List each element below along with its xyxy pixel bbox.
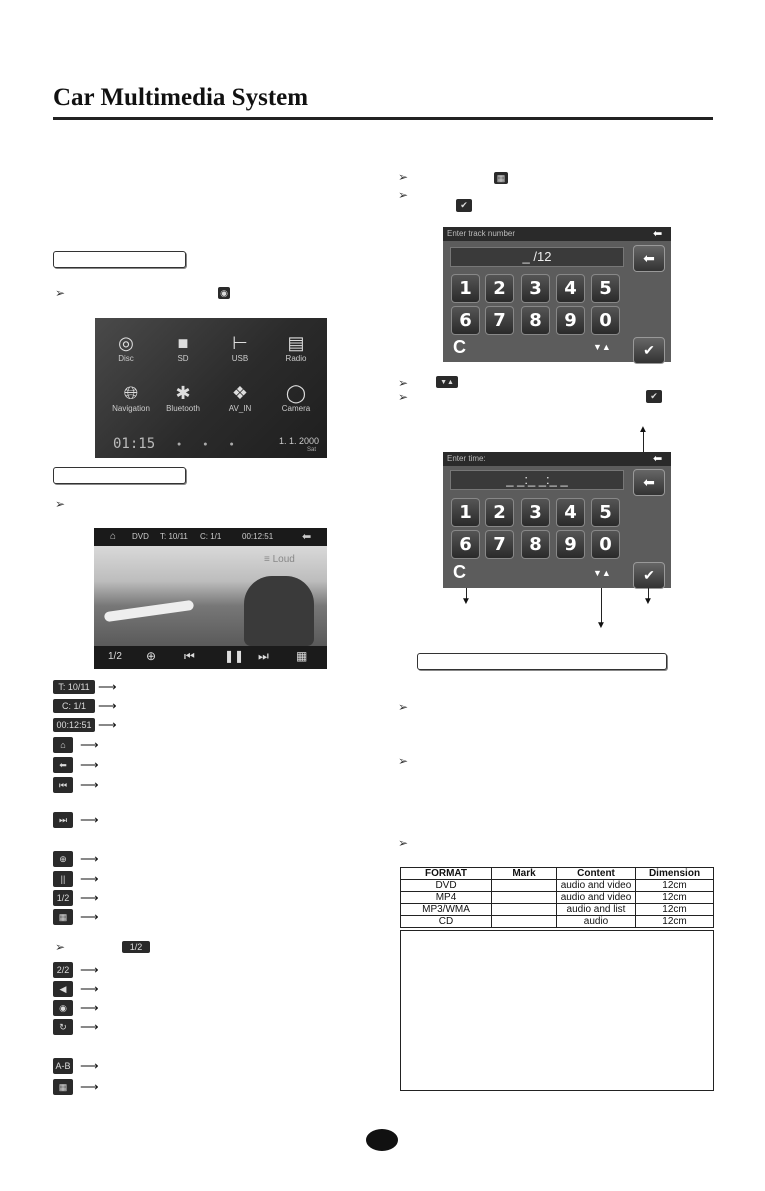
key-0[interactable]: 0 <box>591 306 620 335</box>
legend-arrow: ⟶ <box>80 757 99 772</box>
key-3[interactable]: 3 <box>521 274 550 303</box>
callout-arrowhead: ▼ <box>596 620 606 631</box>
key-1[interactable]: 1 <box>451 274 480 303</box>
key-2[interactable]: 2 <box>485 274 514 303</box>
av-in-icon: ❖ AV_IN <box>228 383 252 413</box>
callout-arrowhead: ▲ <box>638 424 648 435</box>
section-label-box-2 <box>53 467 186 484</box>
key-1[interactable]: 1 <box>451 498 480 527</box>
legend-audio-icon: ◀ <box>53 981 73 997</box>
section-label-box-3 <box>417 653 667 670</box>
video-frame <box>94 546 327 646</box>
key-3[interactable]: 3 <box>521 498 550 527</box>
title-rule <box>53 117 713 120</box>
header-content: Content <box>557 868 636 880</box>
bullet-marker: ➢ <box>398 188 409 202</box>
callout-line <box>601 588 602 624</box>
legend-arrow: ⟶ <box>80 812 99 827</box>
bullet-marker: ➢ <box>398 836 409 850</box>
back-arrow-icon: ⬅ <box>653 453 663 465</box>
legend-arrow: ⟶ <box>80 1019 99 1034</box>
key-6[interactable]: 6 <box>451 306 480 335</box>
time-display: _ _:_ _:_ _ <box>450 470 624 490</box>
key-8[interactable]: 8 <box>521 530 550 559</box>
radio-icon: ▤ Radio <box>285 333 307 363</box>
back-arrow-icon: ⬅ <box>302 531 312 543</box>
legend-page2-icon: 2/2 <box>53 962 73 978</box>
legend-page-icon: 1/2 <box>53 890 73 906</box>
home-button-icon: ◉ <box>218 287 230 299</box>
home-day: Sat <box>307 447 317 453</box>
bluetooth-icon: ✱ Bluetooth <box>166 383 200 413</box>
home-status-dots: ●●● <box>177 441 256 448</box>
legend-time-icon: 00:12:51 <box>53 718 95 732</box>
up-down-icon[interactable]: ▼▲ <box>593 568 611 578</box>
dvd-chapter: C: 1/1 <box>200 532 222 541</box>
keypad-header: Enter time: ⬅ <box>443 452 671 466</box>
header-format: FORMAT <box>401 868 492 880</box>
disc-icon: ◎ Disc <box>118 333 134 363</box>
table-row: CD audio 12cm <box>401 916 714 928</box>
legend-arrow: ⟶ <box>80 962 99 977</box>
legend-arrow: ⟶ <box>80 1058 99 1073</box>
legend-arrow: ⟶ <box>80 851 99 866</box>
legend-back-icon: ⬅ <box>53 757 73 773</box>
table-notes-box <box>400 930 714 1091</box>
legend-previous-icon: ⏮︎ <box>53 777 73 793</box>
home-date: 1. 1. 2000 <box>279 436 320 446</box>
format-table <box>400 867 714 928</box>
key-9[interactable]: 9 <box>556 530 585 559</box>
legend-arrow: ⟶ <box>80 777 99 792</box>
key-5[interactable]: 5 <box>591 498 620 527</box>
bullet-marker: ➢ <box>398 700 409 714</box>
bullet-marker: ➢ <box>398 390 409 404</box>
legend-arrow: ⟶ <box>80 737 99 752</box>
legend-home-icon: ⌂ <box>53 737 73 753</box>
zoom-icon: ⊕ <box>146 649 157 663</box>
next-icon: ⏭︎ <box>258 649 269 663</box>
dvd-track: T: 10/11 <box>160 532 188 541</box>
confirm-button[interactable]: ✔ <box>633 337 665 364</box>
table-row: DVD audio and video 12cm <box>401 880 714 892</box>
legend-arrow: ⟶ <box>98 698 117 713</box>
legend-arrow: ⟶ <box>98 717 117 732</box>
dvd-control-bar <box>94 646 327 669</box>
legend-repeat-icon: ↻ <box>53 1019 73 1035</box>
legend-pause-icon: || <box>53 871 73 887</box>
key-6[interactable]: 6 <box>451 530 480 559</box>
previous-icon: ⏮︎ <box>184 649 195 663</box>
track-number-keypad <box>443 227 671 362</box>
callout-arrowhead: ▼ <box>461 596 471 607</box>
dvd-time: 00:12:51 <box>242 532 274 541</box>
time-keypad <box>443 452 671 588</box>
bullet-marker: ➢ <box>55 286 66 300</box>
menu-grid-icon: ▦ <box>296 649 308 663</box>
table-row: MP3/WMA audio and list 12cm <box>401 904 714 916</box>
home-clock: 01:15 <box>113 436 156 452</box>
bullet-marker: ➢ <box>55 497 66 511</box>
key-8[interactable]: 8 <box>521 306 550 335</box>
key-4[interactable]: 4 <box>556 498 585 527</box>
legend-menu-icon: ▦ <box>53 909 73 925</box>
legend-chapter-icon: C: 1/1 <box>53 699 95 713</box>
key-5[interactable]: 5 <box>591 274 620 303</box>
legend-arrow: ⟶ <box>80 909 99 924</box>
keypad-icon: ▦ <box>494 172 508 184</box>
legend-arrow: ⟶ <box>80 1079 99 1094</box>
back-arrow-icon: ⬅ <box>653 228 663 240</box>
page-badge-icon: 1/2 <box>122 941 150 953</box>
up-down-icon: ▼▲ <box>436 376 458 388</box>
bullet-marker: ➢ <box>398 376 409 390</box>
legend-arrow: ⟶ <box>98 679 117 694</box>
clear-button[interactable]: C <box>453 337 466 357</box>
up-down-icon[interactable]: ▼▲ <box>593 342 611 352</box>
dvd-source: DVD <box>132 532 149 541</box>
legend-subtitle-icon: ◉ <box>53 1000 73 1016</box>
legend-arrow: ⟶ <box>80 871 99 886</box>
table-row: MP4 audio and video 12cm <box>401 892 714 904</box>
key-7[interactable]: 7 <box>485 306 514 335</box>
legend-track-icon: T: 10/11 <box>53 680 95 694</box>
legend-arrow: ⟶ <box>80 1000 99 1015</box>
backspace-button[interactable]: ⬅ <box>633 469 665 496</box>
track-display: _ /12 <box>450 247 624 267</box>
snow-patch <box>104 600 195 622</box>
page-title: Car Multimedia System <box>53 84 309 111</box>
pause-icon: ❚❚ <box>224 649 245 663</box>
backspace-button[interactable]: ⬅ <box>633 245 665 272</box>
key-9[interactable]: 9 <box>556 306 585 335</box>
header-mark: Mark <box>492 868 557 880</box>
confirm-icon: ✔ <box>646 390 662 403</box>
legend-zoom-icon: ⊕ <box>53 851 73 867</box>
usb-icon: ⊢ USB <box>231 333 249 363</box>
page-toggle: 1/2 <box>108 651 122 662</box>
clear-button[interactable]: C <box>453 562 466 582</box>
header-dimension: Dimension <box>636 868 714 880</box>
legend-arrow: ⟶ <box>80 890 99 905</box>
globe-icon: 🌐︎ Navigation <box>112 383 150 413</box>
home-screen-image <box>95 318 327 458</box>
key-0[interactable]: 0 <box>591 530 620 559</box>
goto-icon: ✔ <box>456 199 472 212</box>
dvd-top-bar <box>94 528 327 546</box>
loud-indicator: ≡ Loud <box>264 554 295 565</box>
legend-keypad-icon: ▦ <box>53 1079 73 1095</box>
legend-next-icon: ⏭︎ <box>53 812 73 828</box>
key-7[interactable]: 7 <box>485 530 514 559</box>
key-4[interactable]: 4 <box>556 274 585 303</box>
confirm-button[interactable]: ✔ <box>633 562 665 589</box>
table-header-row <box>401 868 714 880</box>
page-number-badge <box>366 1129 398 1151</box>
legend-ab-repeat-icon: A-B <box>53 1058 73 1074</box>
key-2[interactable]: 2 <box>485 498 514 527</box>
callout-arrowhead: ▼ <box>643 596 653 607</box>
legend-arrow: ⟶ <box>80 981 99 996</box>
bullet-marker: ➢ <box>398 754 409 768</box>
camera-icon: ◯ Camera <box>281 383 311 413</box>
bullet-marker: ➢ <box>55 940 66 954</box>
sd-card-icon: ■ SD <box>177 333 189 363</box>
section-label-box-1 <box>53 251 186 268</box>
home-icon: ⌂ <box>110 531 117 542</box>
rock-formation <box>244 576 314 646</box>
bullet-marker: ➢ <box>398 170 409 184</box>
keypad-header: Enter track number ⬅ <box>443 227 671 241</box>
dvd-playback-image <box>94 528 327 669</box>
